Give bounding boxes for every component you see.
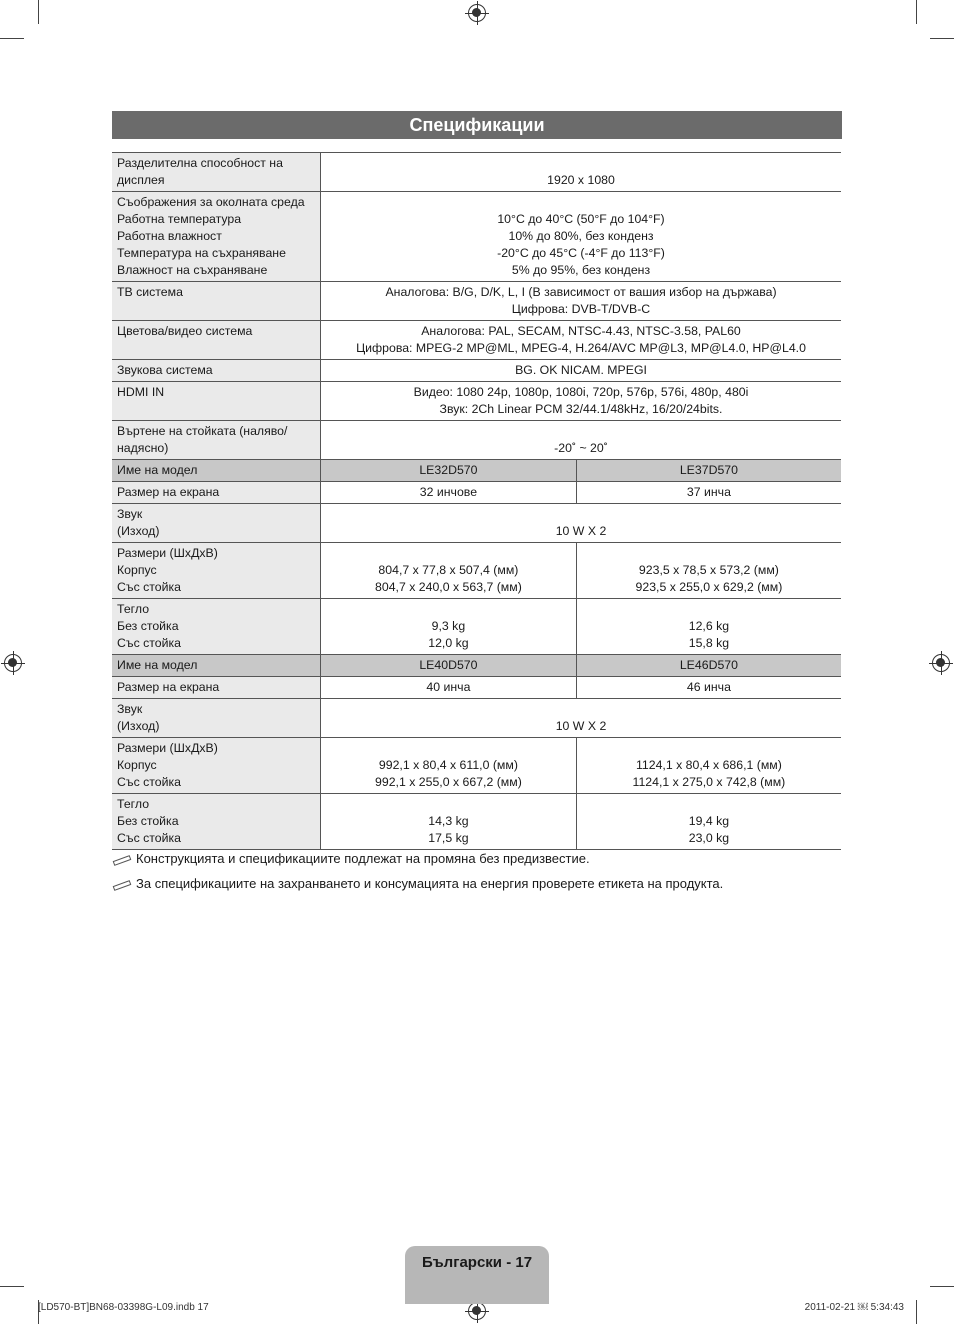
spec-label: Размер на екрана xyxy=(112,482,321,504)
print-timestamp: 2011-02-21 ￼ 5:34:43 xyxy=(804,1302,904,1313)
table-row xyxy=(112,677,841,699)
spec-label: Звукова система xyxy=(112,360,321,382)
note-text: Конструкцията и спецификациите подлежат на промяна без предизвестие. xyxy=(136,851,590,866)
spec-value: 10 W X 2 xyxy=(321,699,842,738)
table-row xyxy=(112,153,841,192)
spec-table xyxy=(112,152,841,850)
spec-value: Видео: 1080 24p, 1080p, 1080i, 720p, 576p, 576i, 480p, 480i Звук: 2Ch Linear PCM 32/44.1/48kHz, 16/20/24bits. xyxy=(321,382,842,421)
spec-value: 37 инча xyxy=(576,482,841,504)
spec-label: Размер на екрана xyxy=(112,677,321,699)
spec-value: 923,5 x 78,5 x 573,2 (мм) 923,5 x 255,0 x 629,2 (мм) xyxy=(576,543,841,599)
spec-label: Размери (ШхДхВ) Корпус Със стойка xyxy=(112,543,321,599)
crop-mark xyxy=(0,1286,24,1287)
spec-value: 40 инча xyxy=(321,677,577,699)
spec-label: Размери (ШхДхВ) Корпус Със стойка xyxy=(112,738,321,794)
note-text: За спецификациите на захранването и консумацията на енергия проверете етикета на продукта. xyxy=(136,876,724,891)
page-number-tab: Български - 17 xyxy=(405,1246,549,1304)
model-name: LE46D570 xyxy=(576,655,841,677)
spec-value: Аналогова: B/G, D/K, L, I (В зависимост от вашия избор на държава) Цифрова: DVB-T/DVB-C xyxy=(321,282,842,321)
pencil-note-icon xyxy=(112,853,132,865)
spec-value: 992,1 x 80,4 x 611,0 (мм) 992,1 x 255,0 x 667,2 (мм) xyxy=(321,738,577,794)
spec-label: Тегло Без стойка Със стойка xyxy=(112,794,321,850)
spec-value: BG. OK NICAM. MPEGI xyxy=(321,360,842,382)
spec-label: Въртене на стойката (наляво/ надясно) xyxy=(112,421,321,460)
table-row xyxy=(112,504,841,543)
table-row xyxy=(112,321,841,360)
spec-value: 32 инчове xyxy=(321,482,577,504)
spec-label: Съображения за околната среда Работна температура Работна влажност Температура на съхраняване Влажност на съхраняване xyxy=(112,192,321,282)
crop-mark xyxy=(930,1286,954,1287)
pencil-note-icon xyxy=(112,878,132,890)
spec-value: Аналогова: PAL, SECAM, NTSC-4.43, NTSC-3.58, PAL60 Цифрова: MPEG-2 MP@ML, MPEG-4, H.264/AVC MP@L3, MP@L4.0, HP@L4.0 xyxy=(321,321,842,360)
registration-mark-icon xyxy=(932,654,950,672)
spec-label: Цветова/видео система xyxy=(112,321,321,360)
crop-mark xyxy=(930,38,954,39)
crop-mark xyxy=(916,1300,917,1324)
crop-mark xyxy=(38,0,39,24)
spec-value: 14,3 kg 17,5 kg xyxy=(321,794,577,850)
crop-mark xyxy=(0,38,24,39)
spec-value: 46 инча xyxy=(576,677,841,699)
spec-label: Име на модел xyxy=(112,460,321,482)
file-info: [LD570-BT]BN68-03398G-L09.indb 17 xyxy=(38,1302,209,1313)
note-item xyxy=(112,846,842,871)
spec-label: Разделителна способност на дисплея xyxy=(112,153,321,192)
model-name: LE37D570 xyxy=(576,460,841,482)
spec-value: 804,7 x 77,8 x 507,4 (мм) 804,7 x 240,0 x 563,7 (мм) xyxy=(321,543,577,599)
note-item xyxy=(112,871,842,896)
table-row xyxy=(112,543,841,599)
spec-value: -20˚ ~ 20˚ xyxy=(321,421,842,460)
crop-mark xyxy=(916,0,917,24)
spec-value: 9,3 kg 12,0 kg xyxy=(321,599,577,655)
registration-mark-icon xyxy=(4,654,22,672)
table-row xyxy=(112,655,841,677)
table-row xyxy=(112,382,841,421)
table-row xyxy=(112,738,841,794)
table-row xyxy=(112,421,841,460)
registration-mark-icon xyxy=(468,1302,486,1320)
table-row xyxy=(112,699,841,738)
spec-value: 12,6 kg 15,8 kg xyxy=(576,599,841,655)
spec-label: HDMI IN xyxy=(112,382,321,421)
spec-value: 10°C до 40°C (50°F до 104°F) 10% до 80%, без конденз -20°C до 45°C (-4°F до 113°F) 5% до 95%, без конденз xyxy=(321,192,842,282)
spec-value: 19,4 kg 23,0 kg xyxy=(576,794,841,850)
spec-label: Звук (Изход) xyxy=(112,699,321,738)
spec-value: 1124,1 x 80,4 x 686,1 (мм) 1124,1 x 275,0 x 742,8 (мм) xyxy=(576,738,841,794)
table-row xyxy=(112,794,841,850)
table-row xyxy=(112,192,841,282)
notes xyxy=(112,846,842,896)
model-name: LE40D570 xyxy=(321,655,577,677)
spec-label: Тегло Без стойка Със стойка xyxy=(112,599,321,655)
spec-label: Име на модел xyxy=(112,655,321,677)
registration-mark-icon xyxy=(468,4,486,22)
table-row xyxy=(112,460,841,482)
spec-label: ТВ система xyxy=(112,282,321,321)
table-row xyxy=(112,282,841,321)
table-row xyxy=(112,482,841,504)
table-row xyxy=(112,599,841,655)
spec-value: 1920 x 1080 xyxy=(321,153,842,192)
model-name: LE32D570 xyxy=(321,460,577,482)
table-row xyxy=(112,360,841,382)
spec-value: 10 W X 2 xyxy=(321,504,842,543)
spec-label: Звук (Изход) xyxy=(112,504,321,543)
page-title: Спецификации xyxy=(112,111,842,139)
